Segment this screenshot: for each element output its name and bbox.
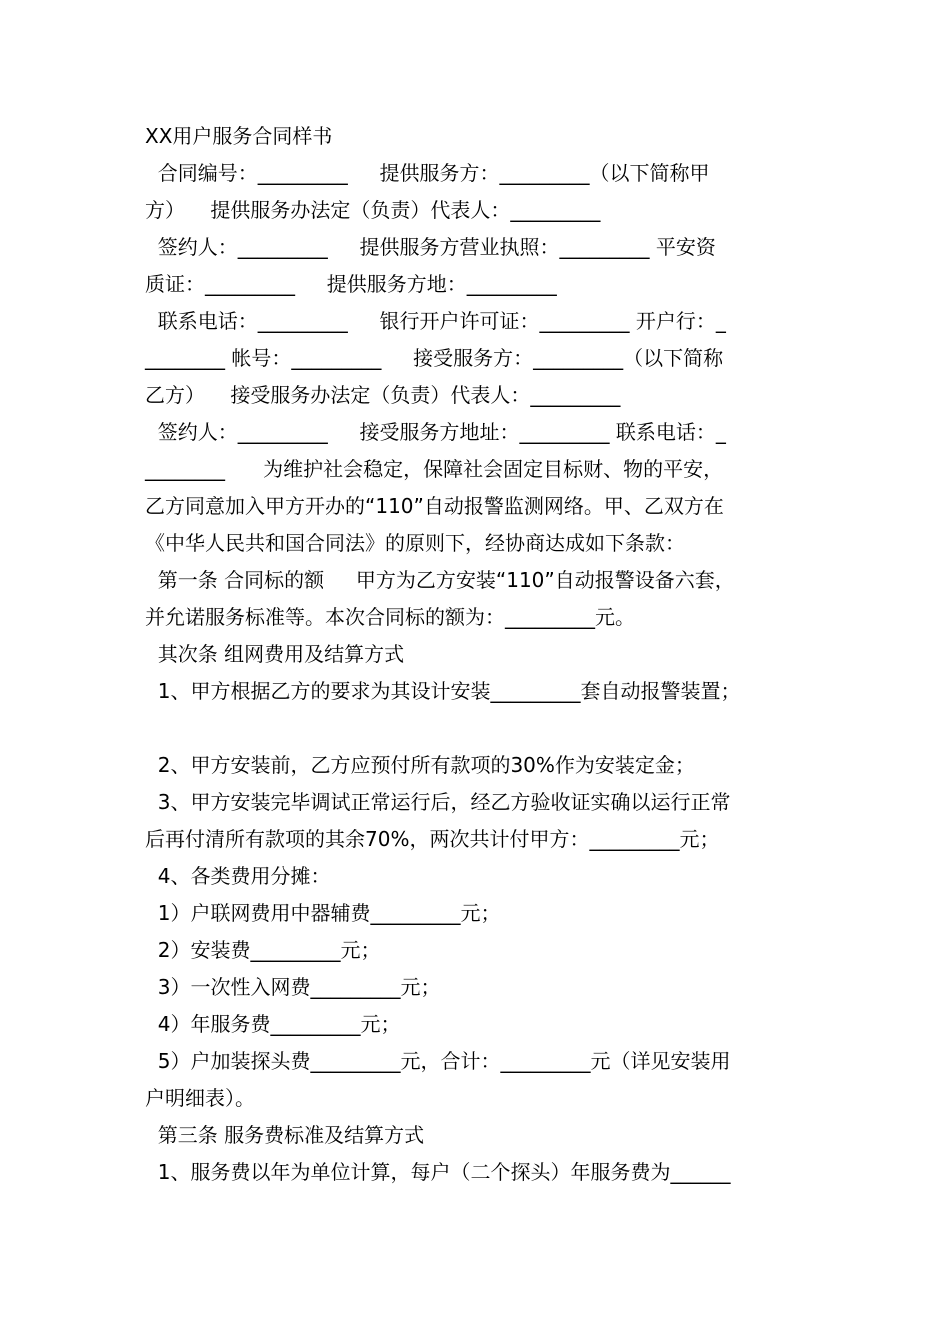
text-line: 2）安装费_________元；: [145, 938, 381, 962]
text-line: 签约人：_________ 提供服务方营业执照：_________ 平安资: [145, 235, 716, 259]
text-line: 并允诺服务标准等。本次合同标的额为：_________元。: [145, 605, 635, 629]
text-line: ________ 为维护社会稳定，保障社会固定目标财、物的平安，: [145, 457, 724, 481]
text-line: 乙方） 接受服务办法定（负责）代表人：_________: [145, 383, 621, 407]
text-line: 1、甲方根据乙方的要求为其设计安装_________套自动报警装置；: [145, 679, 741, 703]
article-heading: 第三条 服务费标准及结算方式: [145, 1123, 425, 1147]
text-line: 乙方同意加入甲方开办的“110”自动报警监测网络。甲、乙双方在: [145, 494, 724, 518]
blank-line: [145, 710, 810, 747]
text-line: ________ 帐号：_________ 接受服务方：_________（以下简称: [145, 346, 724, 370]
text-line: 1）户联网费用中器辅费_________元；: [145, 901, 501, 925]
text-line: 签约人：_________ 接受服务方地址：_________ 联系电话：_: [145, 420, 726, 444]
text-line: 1、服务费以年为单位计算，每户（二个探头）年服务费为______: [145, 1160, 731, 1184]
text-line: 合同编号：_________ 提供服务方：_________（以下简称甲: [145, 161, 710, 185]
text-line: 户明细表）。: [145, 1086, 255, 1110]
text-line: 4）年服务费_________元；: [145, 1012, 401, 1036]
article-heading: 第一条 合同标的额 甲方为乙方安装“110”自动报警设备六套，: [145, 568, 735, 592]
text-line: 质证：_________ 提供服务方地：_________: [145, 272, 557, 296]
text-line: 方） 提供服务办法定（负责）代表人：_________: [145, 198, 601, 222]
contract-document: [145, 118, 810, 1191]
text-line: 《中华人民共和国合同法》的原则下，经协商达成如下条款：: [145, 531, 685, 555]
document-title: XX用户服务合同样书: [145, 124, 333, 148]
text-line: 4、各类费用分摊：: [145, 864, 331, 888]
text-line: 联系电话：_________ 银行开户许可证：_________ 开户行：_: [145, 309, 726, 333]
text-line: 5）户加装探头费_________元，合计：_________元（详见安装用: [145, 1049, 731, 1073]
text-line: 2、甲方安装前，乙方应预付所有款项的30%作为安装定金；: [145, 753, 695, 777]
text-line: 3）一次性入网费_________元；: [145, 975, 441, 999]
text-line: 后再付清所有款项的其余70%，两次共计付甲方：_________元；: [145, 827, 720, 851]
text-line: 3、甲方安装完毕调试正常运行后，经乙方验收证实确以运行正常: [145, 790, 731, 814]
article-heading: 其次条 组网费用及结算方式: [145, 642, 405, 666]
